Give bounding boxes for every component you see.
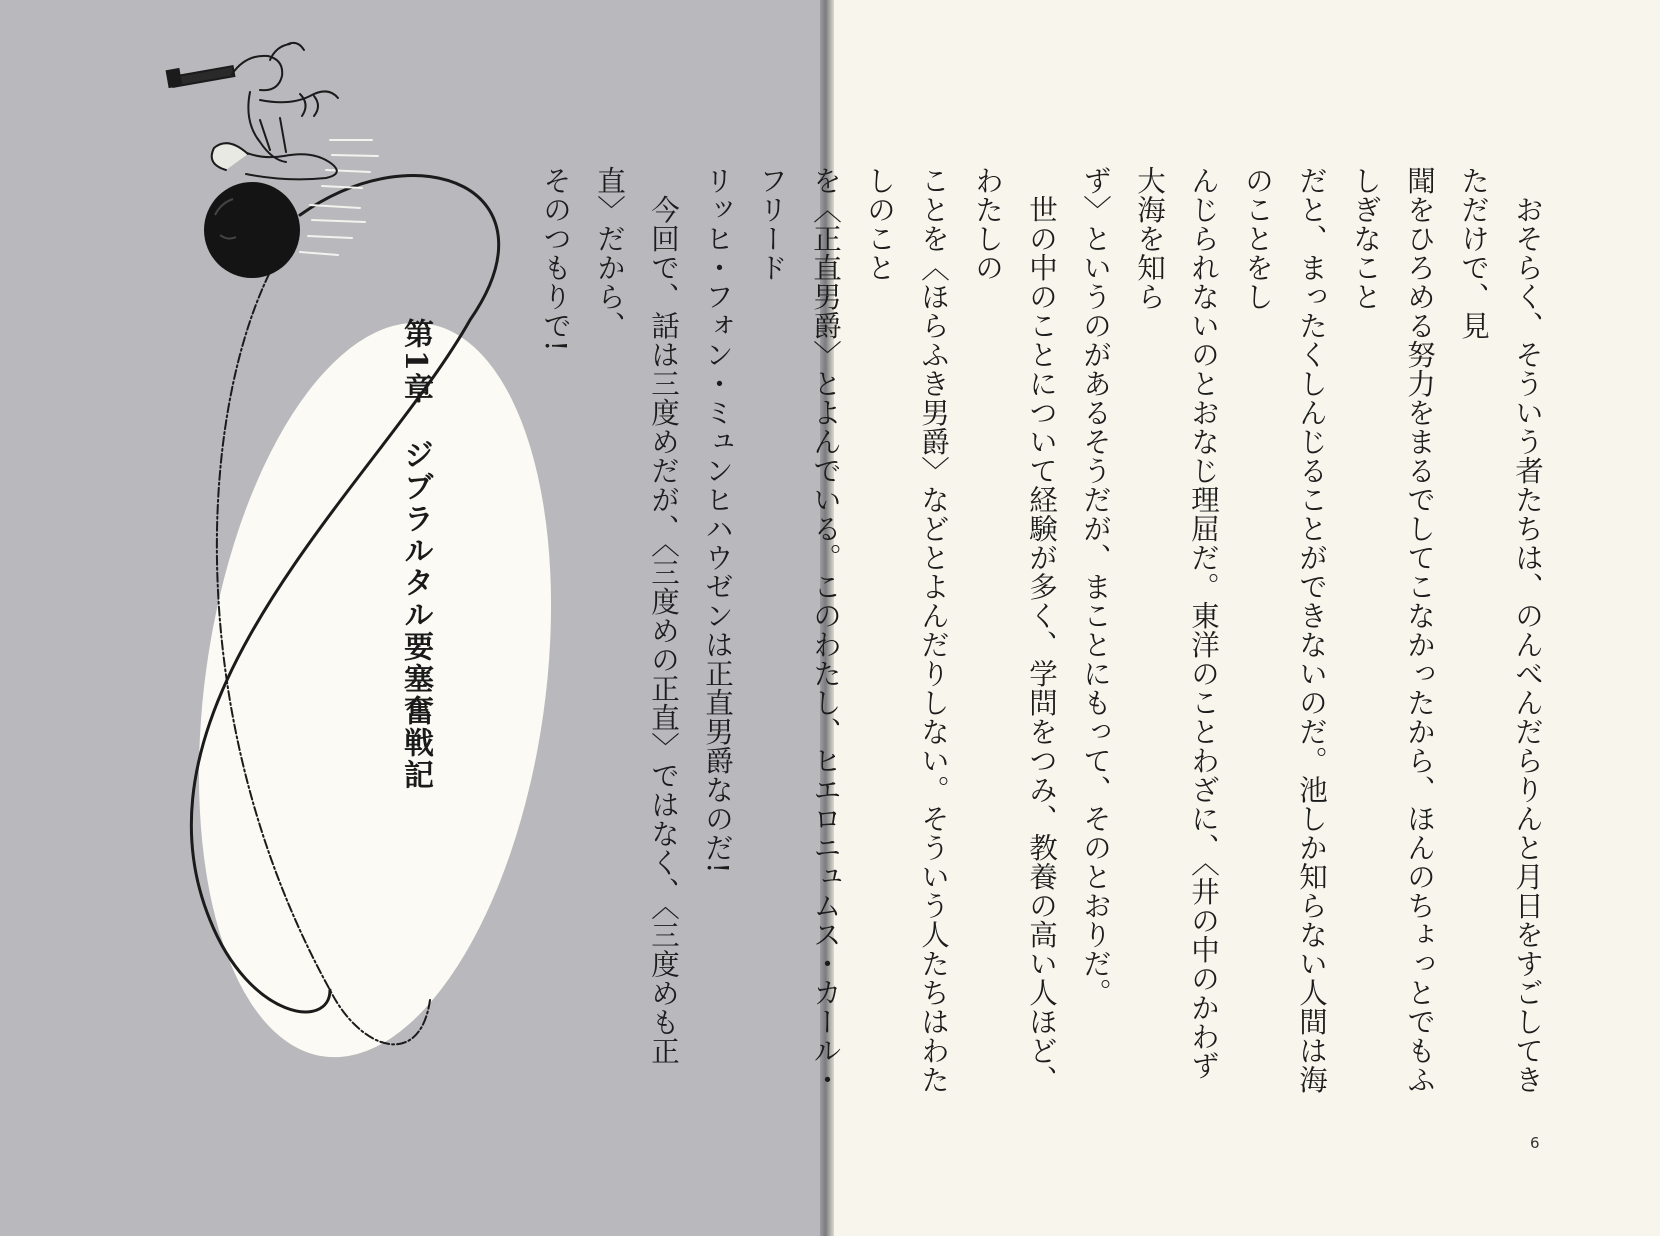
text-line-1: おそらく、そういう者たちは、のんべんだらりんと月日をすごしてきただけで、見 <box>1457 166 1544 1094</box>
chapter-title <box>398 318 433 791</box>
text-line-11: そのつもりで! <box>539 166 572 352</box>
page-number: 6 <box>1530 1134 1540 1152</box>
text-line-7: ことを〈ほらふき男爵〉などとよんだりしない。そういう人たちはわたしのこと <box>863 166 950 1094</box>
text-line-5: ず〉というのがあるそうだが、まことにもって、そのとおりだ。 <box>1079 166 1112 1007</box>
text-line-4: んじられないのとおなじ理屈だ。東洋のことわざに、〈井の中のかわず大海を知ら <box>1133 166 1220 1080</box>
text-line-3: だと、まったくしんじることができないのだ。池しか知らない人間は海のことをし <box>1241 166 1328 1094</box>
text-line-2: 聞をひろめる努力をまるでしてこなかったから、ほんのちょっとでもふしぎなこと <box>1349 166 1436 1094</box>
body-text <box>528 166 1554 1096</box>
text-line-6: 世の中のことについて経験が多く、学問をつみ、教養の高い人ほど、わたしの <box>971 166 1058 1094</box>
text-line-8: を〈正直男爵〉とよんでいる。このわたし、ヒエロニュムス・カール・フリード <box>755 166 842 1094</box>
chapter-heading: ジブラルタル要塞奮戦記 <box>398 438 433 791</box>
chapter-label: 第1章 <box>398 318 433 405</box>
baron-figure <box>167 43 338 179</box>
right-page <box>539 0 1660 1236</box>
speed-lines <box>300 140 378 255</box>
text-line-9: リッヒ・フォン・ミュンヒハウゼンは正直男爵なのだ! <box>701 166 734 874</box>
cannonball <box>204 182 300 278</box>
text-line-10: 今回で、話は三度めだが、〈三度めの正直〉ではなく、〈三度めも正直〉だから、 <box>593 166 680 1065</box>
